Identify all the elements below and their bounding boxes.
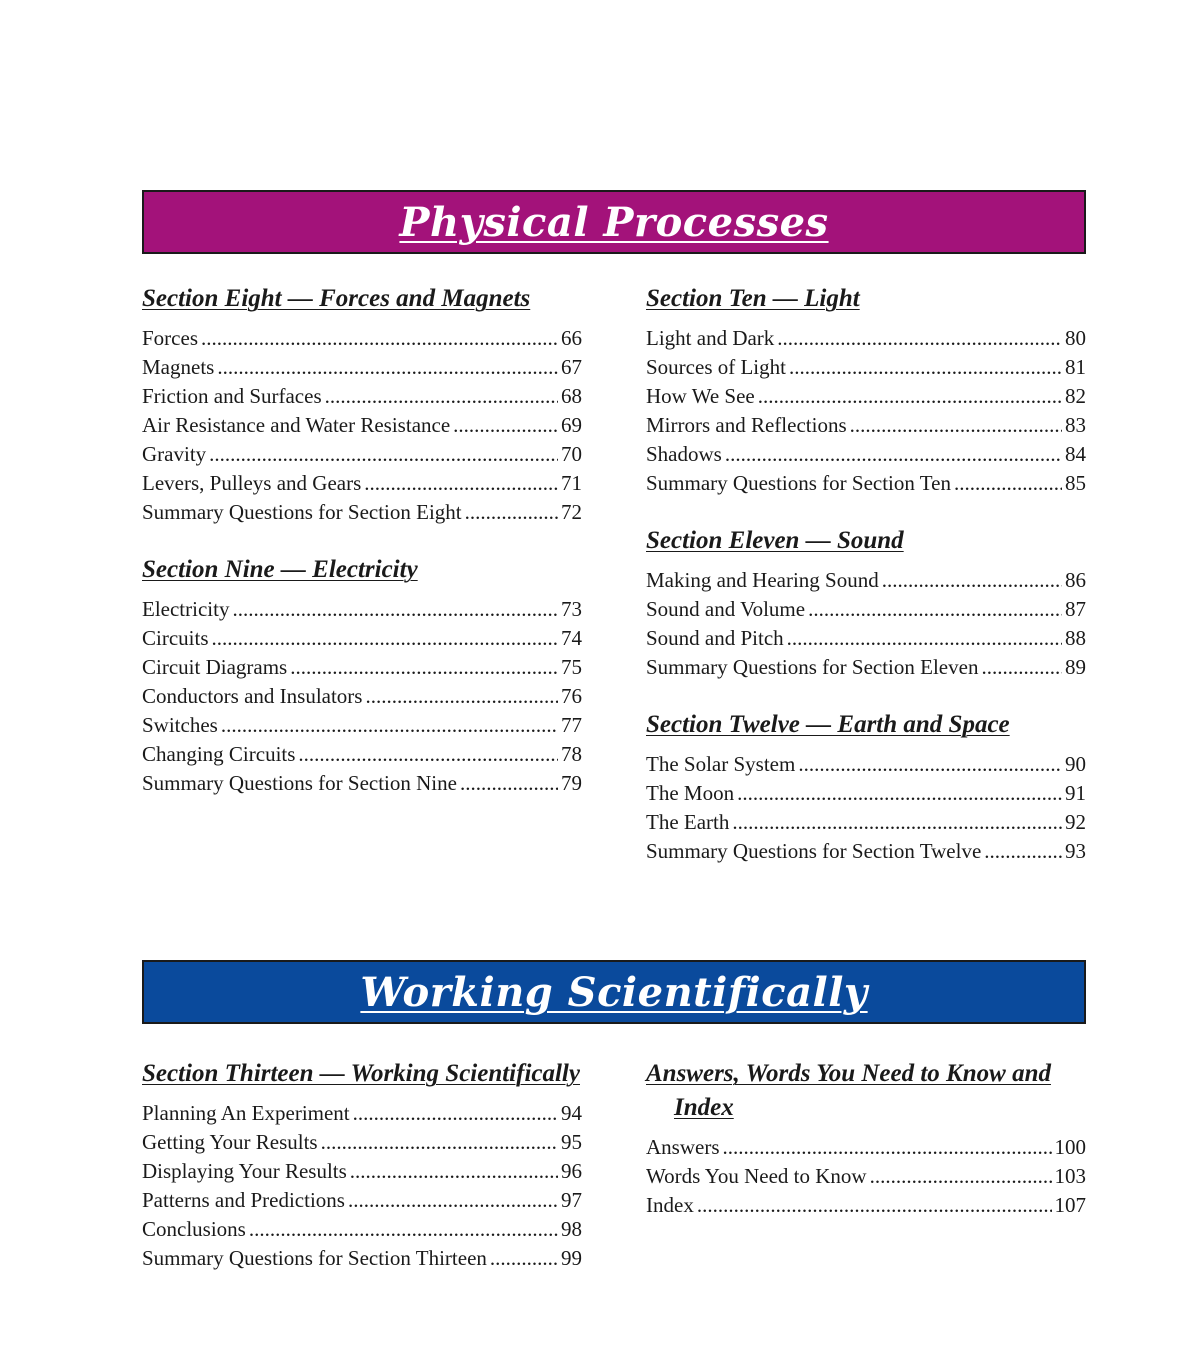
toc-entry-label: Words You Need to Know [646,1164,867,1188]
toc-entry[interactable] [646,808,1086,837]
toc-entry-label: The Earth [646,810,730,834]
toc-entry-label: The Moon [646,781,735,805]
toc-entry[interactable] [646,595,1086,624]
section-heading: Section Nine — Electricity [142,556,418,583]
dot-leader [212,624,559,653]
toc-section [646,708,1086,866]
toc-entry-page: 95 [561,1130,582,1154]
toc-entry[interactable] [646,653,1086,682]
toc-entry-page: 79 [561,771,582,795]
toc-entry-label: Conclusions [142,1217,246,1241]
toc-entry-page: 91 [1065,781,1086,805]
toc-entry-page: 86 [1065,568,1086,592]
dot-leader [221,711,558,740]
toc-entry[interactable] [646,469,1086,498]
toc-entry[interactable] [142,682,582,711]
toc-entry[interactable] [142,711,582,740]
dot-leader [353,1099,558,1128]
toc-entry-page: 83 [1065,413,1086,437]
dot-leader [850,411,1062,440]
toc-entry-label: Circuits [142,626,209,650]
toc-entry-page: 74 [561,626,582,650]
toc-entry[interactable] [142,382,582,411]
toc-entry-page: 82 [1065,384,1086,408]
toc-entry[interactable] [142,440,582,469]
dot-leader [365,682,558,711]
toc-entry-label: Light and Dark [646,326,775,350]
dot-leader [350,1157,558,1186]
toc-entry[interactable] [646,440,1086,469]
section-heading: Section Eleven — Sound [646,527,904,554]
section-heading: Section Eight — Forces and Magnets [142,285,531,312]
working-scientifically-title: Working Scientifically [360,968,868,1016]
section-heading: Section Thirteen — Working Scientifically [142,1060,580,1087]
dot-leader [217,353,558,382]
toc-entry-label: Conductors and Insulators [142,684,363,708]
toc-entry[interactable] [142,595,582,624]
dot-leader [808,595,1062,624]
toc-entry-page: 87 [1065,597,1086,621]
toc-entry-label: How We See [646,384,755,408]
toc-entry-label: Sound and Pitch [646,626,784,650]
toc-entry-label: Summary Questions for Section Twelve [646,839,982,863]
dot-leader [723,1133,1052,1162]
physical-processes-title: Physical Processes [399,198,829,246]
toc-entry-label: Summary Questions for Section Ten [646,471,951,495]
toc-entry[interactable] [142,498,582,527]
toc-entry-label: Making and Hearing Sound [646,568,879,592]
toc-entry-page: 69 [561,413,582,437]
toc-entry-page: 71 [561,471,582,495]
dot-leader [777,324,1062,353]
toc-entry[interactable] [646,411,1086,440]
toc-entry-page: 75 [561,655,582,679]
dot-leader [321,1128,558,1157]
toc-entry-label: Planning An Experiment [142,1101,350,1125]
toc-entry-page: 93 [1065,839,1086,863]
dot-leader [981,653,1062,682]
toc-entry-label: Mirrors and Reflections [646,413,847,437]
toc-entry-page: 103 [1054,1164,1086,1188]
toc-entry-page: 107 [1054,1193,1086,1217]
dot-leader [465,498,558,527]
toc-entry-label: Sources of Light [646,355,786,379]
dot-leader [787,624,1062,653]
toc-entry[interactable] [646,1162,1086,1191]
toc-entry-page: 81 [1065,355,1086,379]
toc-entry[interactable] [142,1157,582,1186]
toc-entry-page: 97 [561,1188,582,1212]
toc-entry[interactable] [142,624,582,653]
toc-entry-page: 72 [561,500,582,524]
toc-entry[interactable] [646,779,1086,808]
toc-entry-page: 89 [1065,655,1086,679]
toc-entry-page: 99 [561,1246,582,1270]
toc-entry-page: 68 [561,384,582,408]
toc-entry-page: 98 [561,1217,582,1241]
toc-entry[interactable] [646,624,1086,653]
toc-entry-label: Switches [142,713,218,737]
toc-entry-page: 92 [1065,810,1086,834]
dot-leader [697,1191,1052,1220]
toc-entry-label: Summary Questions for Section Thirteen [142,1246,487,1270]
dot-leader [325,382,558,411]
dot-leader [348,1186,558,1215]
dot-leader [364,469,558,498]
toc-entry-label: Summary Questions for Section Eight [142,500,462,524]
dot-leader [460,769,558,798]
dot-leader [758,382,1062,411]
toc-entry-page: 73 [561,597,582,621]
section-heading: Section Ten — Light [646,285,860,312]
dot-leader [798,750,1062,779]
toc-entry-label: Changing Circuits [142,742,296,766]
toc-entry[interactable] [646,324,1086,353]
toc-entry-label: Electricity [142,597,230,621]
toc-entry-page: 66 [561,326,582,350]
dot-leader [232,595,558,624]
toc-entry[interactable] [646,566,1086,595]
toc-entry[interactable] [142,740,582,769]
toc-entry[interactable] [646,1191,1086,1220]
dot-leader [249,1215,558,1244]
toc-entry-page: 76 [561,684,582,708]
toc-entry[interactable] [646,750,1086,779]
toc-entry-page: 100 [1054,1135,1086,1159]
dot-leader [453,411,558,440]
toc-entry[interactable] [142,411,582,440]
dot-leader [882,566,1062,595]
dot-leader [201,324,558,353]
toc-entry-page: 96 [561,1159,582,1183]
dot-leader [954,469,1062,498]
toc-entry[interactable] [142,469,582,498]
dot-leader [789,353,1062,382]
toc-entry-label: Levers, Pulleys and Gears [142,471,362,495]
dot-leader [290,653,558,682]
toc-section [142,1057,582,1273]
toc-entry-page: 84 [1065,442,1086,466]
toc-entry-label: Sound and Volume [646,597,806,621]
toc-entry[interactable] [142,1215,582,1244]
dot-leader [732,808,1062,837]
toc-entry-page: 70 [561,442,582,466]
toc-entry[interactable] [142,1099,582,1128]
toc-entry[interactable] [142,353,582,382]
dot-leader [209,440,558,469]
dot-leader [870,1162,1052,1191]
toc-entry[interactable] [142,1244,582,1273]
toc-entry-page: 67 [561,355,582,379]
toc-entry[interactable] [142,769,582,798]
toc-entry[interactable] [646,1133,1086,1162]
toc-entry-label: Summary Questions for Section Eleven [646,655,979,679]
toc-entry-label: Displaying Your Results [142,1159,347,1183]
toc-entry-label: Index [646,1193,694,1217]
toc-entry-page: 78 [561,742,582,766]
section-heading: Answers, Words You Need to Know and Index [646,1060,1051,1121]
toc-entry-label: Air Resistance and Water Resistance [142,413,451,437]
toc-entry-page: 77 [561,713,582,737]
toc-entry-label: Magnets [142,355,215,379]
toc-entry-page: 94 [561,1101,582,1125]
toc-entry-label: Getting Your Results [142,1130,318,1154]
toc-entry[interactable] [142,324,582,353]
toc-entry[interactable] [142,1186,582,1215]
physical-processes-left-column [142,282,582,824]
toc-entry[interactable] [646,837,1086,866]
toc-entry-label: Forces [142,326,198,350]
toc-entry-label: Answers [646,1135,720,1159]
toc-entry[interactable] [646,382,1086,411]
toc-entry-page: 85 [1065,471,1086,495]
toc-entry[interactable] [142,1128,582,1157]
toc-entry-label: Summary Questions for Section Nine [142,771,457,795]
physical-processes-right-column [646,282,1086,892]
toc-entry-label: Gravity [142,442,207,466]
toc-entry-label: Shadows [646,442,722,466]
working-scientifically-left-column [142,1057,582,1299]
toc-entry[interactable] [646,353,1086,382]
toc-section [646,524,1086,682]
dot-leader [725,440,1062,469]
toc-section [142,553,582,798]
working-scientifically-right-column [646,1057,1086,1246]
physical-processes-banner [142,190,1086,254]
toc-section [646,282,1086,498]
working-scientifically-banner [142,960,1086,1024]
dot-leader [984,837,1062,866]
section-heading: Section Twelve — Earth and Space [646,711,1010,738]
toc-entry[interactable] [142,653,582,682]
toc-entry-label: Friction and Surfaces [142,384,322,408]
toc-entry-page: 90 [1065,752,1086,776]
toc-entry-label: The Solar System [646,752,796,776]
dot-leader [298,740,558,769]
toc-entry-label: Patterns and Predictions [142,1188,345,1212]
dot-leader [737,779,1062,808]
toc-entry-label: Circuit Diagrams [142,655,288,679]
toc-entry-page: 88 [1065,626,1086,650]
toc-entry-page: 80 [1065,326,1086,350]
toc-section [646,1057,1086,1220]
toc-section [142,282,582,527]
dot-leader [490,1244,558,1273]
